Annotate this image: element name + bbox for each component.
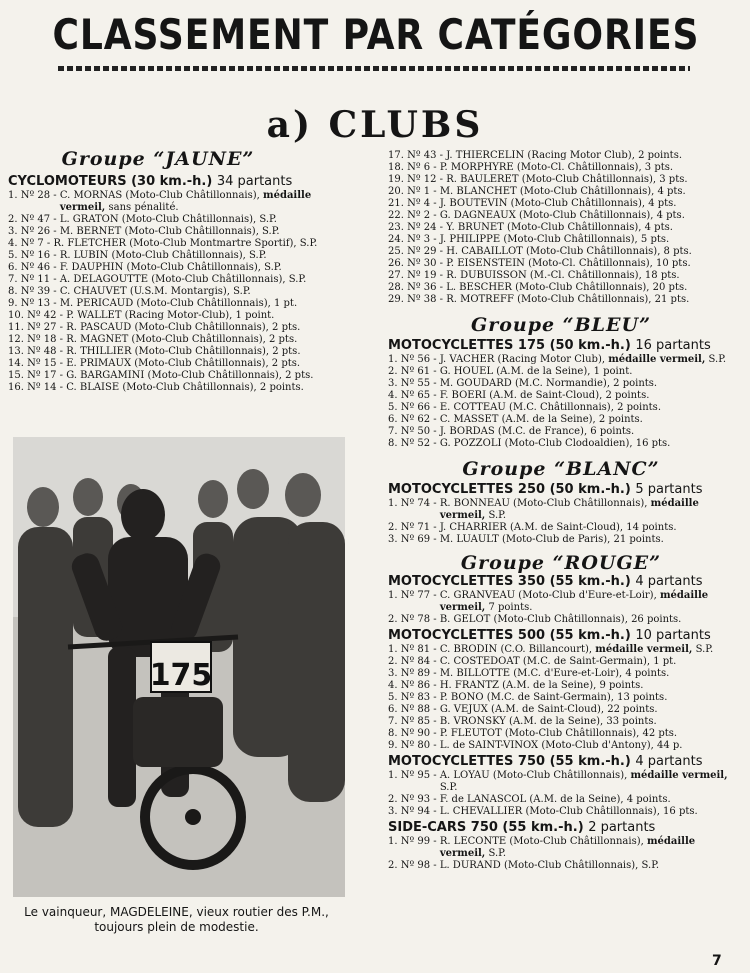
result-entry xyxy=(388,614,734,626)
entry-rank: 1. Nº 74 - xyxy=(388,498,440,509)
entry-rider: B. VRONSKY (A.M. de la Seine), 33 points. xyxy=(439,716,657,727)
entry-rider: P. EISENSTEIN (Moto-Cl. Châtillonnais), 10 pts. xyxy=(446,258,691,269)
entry-rank: 4. Nº 7 - xyxy=(8,238,54,249)
result-entry xyxy=(388,806,734,818)
entry-rider: C. MASSET (A.M. de la Seine), 2 points. xyxy=(439,414,643,425)
entry-rider: L. CHEVALLIER (Moto-Club Châtillonnais), 16 pts. xyxy=(439,806,698,817)
entry-rider: C. BLAISE (Moto-Club Châtillonnais), 2 points. xyxy=(66,382,304,393)
entry-penalty: sans pénalité. xyxy=(108,202,179,213)
entry-rank: 16. Nº 14 - xyxy=(8,382,67,393)
entry-penalty: 7 points. xyxy=(488,602,533,613)
result-entry xyxy=(8,226,355,238)
entry-rank: 2. Nº 93 - xyxy=(388,794,440,805)
entry-text xyxy=(440,806,734,818)
category-partants: 4 partants xyxy=(635,754,703,769)
entry-text xyxy=(440,644,734,656)
group-rouge-categories xyxy=(388,574,734,872)
entry-rank: 14. Nº 15 - xyxy=(8,358,67,369)
entry-text xyxy=(440,668,734,680)
entry-rider: M. GOUDARD (M.C. Normandie), 2 points. xyxy=(439,378,658,389)
left-column xyxy=(8,148,355,394)
entry-award: médaille vermeil, xyxy=(595,644,693,655)
result-entry xyxy=(388,234,734,246)
entry-text xyxy=(440,522,734,534)
category-motocyclettes-175 xyxy=(388,338,734,354)
category-title: CYCLOMOTEURS (30 km.-h.) xyxy=(8,174,213,189)
entry-rider: R. DUBUISSON (M.-Cl. Châtillonnais), 18 pts. xyxy=(446,270,680,281)
result-entry xyxy=(388,680,734,692)
entry-rank: 1. Nº 81 - xyxy=(388,644,440,655)
entry-rider: M. BLANCHET (Moto-Club Châtillonnais), 4 pts. xyxy=(439,186,686,197)
entry-rider: F. BOERI (A.M. de Saint-Cloud), 2 points. xyxy=(439,390,650,401)
entry-rank: 2. Nº 47 - xyxy=(8,214,60,225)
entry-rank: 8. Nº 90 - xyxy=(388,728,440,739)
result-entry xyxy=(388,402,734,414)
group-jaune-heading: Groupe “JAUNE” xyxy=(61,148,255,170)
result-entry xyxy=(388,162,734,174)
entry-rank: 11. Nº 27 - xyxy=(8,322,67,333)
entry-rider: R. THILLIER (Moto-Club Châtillonnais), 2 pts. xyxy=(66,346,301,357)
entry-rank: 18. Nº 6 - xyxy=(388,162,440,173)
entry-text xyxy=(440,162,734,174)
entry-rider: J. VACHER (Racing Motor Club), xyxy=(439,354,606,365)
entry-text xyxy=(440,860,734,872)
group-bleu-heading: Groupe “BLEU” xyxy=(470,314,652,336)
entry-rank: 5. Nº 16 - xyxy=(8,250,60,261)
entry-rank: 8. Nº 39 - xyxy=(8,286,60,297)
entry-rank: 21. Nº 4 - xyxy=(388,198,440,209)
result-entry xyxy=(8,382,355,394)
entry-rider: F. DAUPHIN (Moto-Club Châtillonnais), S.P. xyxy=(59,262,282,273)
entry-text xyxy=(66,382,355,394)
entry-rider: C. COSTEDOAT (M.C. de Saint-Germain), 1 pt. xyxy=(439,656,677,667)
result-entry xyxy=(8,370,355,382)
entry-text xyxy=(440,728,734,740)
result-entry xyxy=(388,294,734,306)
category-partants: 2 partants xyxy=(588,820,656,835)
entry-text xyxy=(446,258,734,270)
entry-rank: 7. Nº 85 - xyxy=(388,716,440,727)
entry-rider: M. BILLOTTE (M.C. d'Eure-et-Loir), 4 points. xyxy=(439,668,670,679)
entry-text xyxy=(66,322,355,334)
entry-rider: J. BORDAS (M.C. de France), 6 points. xyxy=(439,426,635,437)
entry-award: médaille vermeil, xyxy=(439,498,699,521)
entry-rider: R. MOTREFF (Moto-Club Châtillonnais), 21 pts. xyxy=(446,294,690,305)
entry-text xyxy=(440,198,734,210)
entry-rider: L. de SAINT-VINOX (Moto-Club d'Antony), 44 p. xyxy=(439,740,683,751)
entry-text xyxy=(440,534,734,546)
result-entry xyxy=(388,354,734,366)
entry-text xyxy=(440,378,734,390)
entry-rank: 7. Nº 11 - xyxy=(8,274,60,285)
entry-rank: 15. Nº 17 - xyxy=(8,370,67,381)
entry-text xyxy=(440,426,734,438)
entry-rider: Y. BRUNET (Moto-Club Châtillonnais), 4 pts. xyxy=(446,222,673,233)
entry-penalty: S.P. xyxy=(488,510,507,521)
entry-text xyxy=(66,346,355,358)
motorcycle-photo-illustration xyxy=(13,437,345,897)
result-entry xyxy=(388,534,734,546)
entry-rider: P. BONO (M.C. de Saint-Germain), 13 points. xyxy=(439,692,668,703)
result-entry xyxy=(388,366,734,378)
entry-rider: B. GELOT (Moto-Club Châtillonnais), 26 points. xyxy=(439,614,682,625)
entry-penalty: S.P. xyxy=(695,644,714,655)
entry-text xyxy=(440,692,734,704)
result-entry xyxy=(388,692,734,704)
result-entry xyxy=(388,836,734,860)
entry-rider: P. WALLET (Racing Motor-Club), 1 point. xyxy=(66,310,275,321)
entry-rider: G. VEJUX (A.M. de Saint-Cloud), 22 points. xyxy=(439,704,658,715)
entry-rank: 3. Nº 26 - xyxy=(8,226,60,237)
entry-text xyxy=(66,310,355,322)
entry-text xyxy=(60,262,355,274)
entry-award: médaille vermeil, xyxy=(630,770,728,781)
result-entry xyxy=(8,214,355,226)
entry-rank: 2. Nº 61 - xyxy=(388,366,440,377)
entry-rider: L. DURAND (Moto-Club Châtillonnais), S.P. xyxy=(439,860,660,871)
entry-award: médaille vermeil, xyxy=(439,590,709,613)
result-entry xyxy=(388,704,734,716)
entry-rider: E. PRIMAUX (Moto-Club Châtillonnais), 2 pts. xyxy=(66,358,301,369)
entry-rider: G. BARGAMINI (Moto-Club Châtillonnais), 2 pts. xyxy=(66,370,314,381)
entry-penalty: S.P. xyxy=(488,848,507,859)
result-entry xyxy=(8,190,355,214)
entry-rider: G. HOUEL (A.M. de la Seine), 1 point. xyxy=(439,366,633,377)
result-entry xyxy=(388,656,734,668)
entry-text xyxy=(60,226,355,238)
category-cyclomoteurs xyxy=(8,174,355,190)
motocyclettes-175-results xyxy=(388,354,734,450)
result-entry xyxy=(8,334,355,346)
entry-rank: 5. Nº 83 - xyxy=(388,692,440,703)
entry-text xyxy=(440,656,734,668)
category-header xyxy=(388,820,734,836)
entry-rank: 3. Nº 55 - xyxy=(388,378,440,389)
entry-text xyxy=(60,214,355,226)
entry-rank: 1. Nº 95 - xyxy=(388,770,440,781)
entry-rank: 29. Nº 38 - xyxy=(388,294,447,305)
entry-text xyxy=(53,238,355,250)
category-title: SIDE-CARS 750 (55 km.-h.) xyxy=(388,820,584,835)
entry-text xyxy=(440,414,734,426)
result-entry xyxy=(388,498,734,522)
entry-rank: 1. Nº 77 - xyxy=(388,590,440,601)
result-entry xyxy=(8,322,355,334)
entry-rider: L. GRATON (Moto-Club Châtillonnais), S.P. xyxy=(59,214,277,225)
entry-rank: 9. Nº 80 - xyxy=(388,740,440,751)
category-partants: 10 partants xyxy=(635,628,711,643)
title-divider xyxy=(58,66,690,71)
entry-award: médaille vermeil, xyxy=(59,190,312,213)
entry-rider: R. BONNEAU (Moto-Club Châtillonnais), xyxy=(439,498,648,509)
entry-rider: R. FLETCHER (Moto-Club Montmartre Sportif), S.P. xyxy=(53,238,318,249)
result-entry xyxy=(388,426,734,438)
cyclomoteurs-results-part1 xyxy=(8,190,355,394)
entry-text xyxy=(440,390,734,402)
entry-rank: 1. Nº 28 - xyxy=(8,190,60,201)
entry-text xyxy=(440,402,734,414)
result-entry xyxy=(388,590,734,614)
entry-rider: M. PERICAUD (Moto-Club Châtillonnais), 1 pt. xyxy=(59,298,298,309)
group-blanc-heading: Groupe “BLANC” xyxy=(462,458,660,480)
entry-rider: J. CHARRIER (A.M. de Saint-Cloud), 14 points. xyxy=(439,522,677,533)
entry-rider: J. BOUTEVIN (Moto-Club Châtillonnais), 4 pts. xyxy=(439,198,677,209)
entry-rank: 26. Nº 30 - xyxy=(388,258,447,269)
entry-rider: R. LECONTE (Moto-Club Châtillonnais), xyxy=(439,836,644,847)
entry-rider: G. DAGNEAUX (Moto-Club Châtillonnais), 4 pts. xyxy=(439,210,685,221)
entry-text xyxy=(440,794,734,806)
result-entry xyxy=(8,298,355,310)
entry-rank: 2. Nº 98 - xyxy=(388,860,440,871)
entry-text xyxy=(440,590,734,614)
entry-text xyxy=(66,334,355,346)
category-partants: 34 partants xyxy=(216,174,293,189)
category-results xyxy=(388,770,734,818)
result-entry xyxy=(388,860,734,872)
result-entry xyxy=(388,794,734,806)
result-entry xyxy=(388,270,734,282)
result-entry xyxy=(388,150,734,162)
entry-text xyxy=(440,438,734,450)
result-entry xyxy=(8,358,355,370)
result-entry xyxy=(8,238,355,250)
category-header xyxy=(388,574,734,590)
entry-text xyxy=(440,234,734,246)
entry-rider: H. FRANTZ (A.M. de la Seine), 9 points. xyxy=(439,680,644,691)
entry-text xyxy=(446,222,734,234)
result-entry xyxy=(388,740,734,752)
entry-rank: 27. Nº 19 - xyxy=(388,270,447,281)
entry-rider: H. CABAILLOT (Moto-Club Châtillonnais), 8 pts. xyxy=(446,246,692,257)
category-results xyxy=(388,644,734,752)
entry-text xyxy=(440,704,734,716)
result-entry xyxy=(388,668,734,680)
entry-penalty: S.P. xyxy=(439,782,458,793)
result-entry xyxy=(388,770,734,794)
entry-rider: L. BESCHER (Moto-Club Châtillonnais), 20 pts. xyxy=(446,282,688,293)
entry-rank: 28. Nº 36 - xyxy=(388,282,447,293)
entry-rank: 7. Nº 50 - xyxy=(388,426,440,437)
entry-rank: 6. Nº 88 - xyxy=(388,704,440,715)
result-entry xyxy=(388,210,734,222)
entry-text xyxy=(60,190,355,214)
entry-rank: 13. Nº 48 - xyxy=(8,346,67,357)
page-number: 7 xyxy=(712,953,722,969)
entry-text xyxy=(446,174,734,186)
entry-award: médaille vermeil, xyxy=(608,354,706,365)
entry-rider: C. CHAUVET (U.S.M. Montargis), S.P. xyxy=(59,286,251,297)
entry-text xyxy=(440,354,734,366)
entry-text xyxy=(60,298,355,310)
entry-text xyxy=(440,498,734,522)
plate-number: 175 xyxy=(149,658,213,693)
entry-rank: 9. Nº 13 - xyxy=(8,298,60,309)
category-motocyclettes-250 xyxy=(388,482,734,498)
entry-rider: R. MAGNET (Moto-Club Châtillonnais), 2 pts. xyxy=(66,334,298,345)
entry-rank: 5. Nº 66 - xyxy=(388,402,440,413)
entry-rider: P. MORPHYRE (Moto-Cl. Châtillonnais), 3 pts. xyxy=(439,162,674,173)
entry-text xyxy=(440,186,734,198)
category-title: MOTOCYCLETTES 750 (55 km.-h.) xyxy=(388,754,631,769)
result-entry xyxy=(388,174,734,186)
entry-text xyxy=(446,150,734,162)
result-entry xyxy=(388,378,734,390)
category-title: MOTOCYCLETTES 500 (55 km.-h.) xyxy=(388,628,631,643)
entry-text xyxy=(66,358,355,370)
entry-rank: 12. Nº 18 - xyxy=(8,334,67,345)
entry-rank: 19. Nº 12 - xyxy=(388,174,447,185)
entry-rider: M. LUAULT (Moto-Club de Paris), 21 points. xyxy=(439,534,664,545)
category-results xyxy=(388,836,734,872)
result-entry xyxy=(8,250,355,262)
entry-rank: 3. Nº 69 - xyxy=(388,534,440,545)
entry-penalty: S.P. xyxy=(708,354,727,365)
photo-caption: Le vainqueur, MAGDELEINE, vieux routier des P.M., toujours plein de modestie. xyxy=(24,905,329,934)
result-entry xyxy=(388,390,734,402)
category-results xyxy=(388,590,734,626)
entry-rider: E. COTTEAU (M.C. Châtillonnais), 2 points. xyxy=(439,402,661,413)
category-partants: 16 partants xyxy=(635,338,711,353)
entry-rank: 4. Nº 86 - xyxy=(388,680,440,691)
result-entry xyxy=(388,438,734,450)
entry-rank: 2. Nº 78 - xyxy=(388,614,440,625)
entry-rider: R. BAULERET (Moto-Club Châtillonnais), 3 pts. xyxy=(446,174,688,185)
entry-rider: M. BERNET (Moto-Club Châtillonnais), S.P. xyxy=(59,226,280,237)
entry-rank: 23. Nº 24 - xyxy=(388,222,447,233)
category-title: MOTOCYCLETTES 250 (50 km.-h.) xyxy=(388,482,631,497)
category-header xyxy=(388,754,734,770)
result-entry xyxy=(388,522,734,534)
entry-rank: 24. Nº 3 - xyxy=(388,234,440,245)
entry-rider: R. LUBIN (Moto-Club Châtillonnais), S.P. xyxy=(59,250,267,261)
entry-rank: 1. Nº 99 - xyxy=(388,836,440,847)
entry-rank: 2. Nº 71 - xyxy=(388,522,440,533)
entry-rank: 6. Nº 46 - xyxy=(8,262,60,273)
right-column xyxy=(388,150,734,872)
entry-rider: J. PHILIPPE (Moto-Club Châtillonnais), 5 pts. xyxy=(439,234,670,245)
entry-rank: 20. Nº 1 - xyxy=(388,186,440,197)
cyclomoteurs-results-part2 xyxy=(388,150,734,306)
entry-text xyxy=(440,210,734,222)
entry-rider: J. THIERCELIN (Racing Motor Club), 2 points. xyxy=(446,150,682,161)
entry-rider: A. DELAGOUTTE (Moto-Club Châtillonnais), S.P. xyxy=(59,274,307,285)
entry-rider: C. GRANVEAU (Moto-Club d'Eure-et-Loir), xyxy=(439,590,657,601)
result-entry xyxy=(388,222,734,234)
entry-text xyxy=(440,836,734,860)
entry-text xyxy=(446,282,734,294)
group-rouge-heading: Groupe “ROUGE” xyxy=(460,552,662,574)
entry-rider: C. BRODIN (C.O. Billancourt), xyxy=(439,644,593,655)
entry-rank: 1. Nº 56 - xyxy=(388,354,440,365)
entry-rank: 8. Nº 52 - xyxy=(388,438,440,449)
entry-text xyxy=(440,770,734,794)
photo-winner xyxy=(13,437,345,897)
entry-text xyxy=(440,716,734,728)
category-header xyxy=(388,628,734,644)
entry-award: médaille vermeil, xyxy=(439,836,696,859)
result-entry xyxy=(388,716,734,728)
result-entry xyxy=(388,246,734,258)
entry-text xyxy=(440,366,734,378)
entry-text xyxy=(440,614,734,626)
entry-rank: 4. Nº 65 - xyxy=(388,390,440,401)
category-title: MOTOCYCLETTES 350 (55 km.-h.) xyxy=(388,574,631,589)
entry-rank: 3. Nº 89 - xyxy=(388,668,440,679)
entry-rider: C. MORNAS (Moto-Club Châtillonnais), xyxy=(59,190,260,201)
entry-text xyxy=(446,294,734,306)
entry-rider: G. POZZOLI (Moto-Club Clodoaldien), 16 pts. xyxy=(439,438,671,449)
entry-text xyxy=(440,740,734,752)
result-entry xyxy=(388,282,734,294)
result-entry xyxy=(8,346,355,358)
entry-rank: 6. Nº 62 - xyxy=(388,414,440,425)
entry-text xyxy=(60,286,355,298)
motocyclettes-250-results xyxy=(388,498,734,546)
entry-text xyxy=(446,246,734,258)
category-partants: 4 partants xyxy=(635,574,703,589)
page-title: CLASSEMENT PAR CATÉGORIES xyxy=(52,10,700,59)
result-entry xyxy=(388,186,734,198)
result-entry xyxy=(8,286,355,298)
result-entry xyxy=(388,258,734,270)
result-entry xyxy=(388,728,734,740)
result-entry xyxy=(8,262,355,274)
entry-rank: 25. Nº 29 - xyxy=(388,246,447,257)
entry-rider: P. FLEUTOT (Moto-Club Châtillonnais), 42 pts. xyxy=(439,728,678,739)
entry-text xyxy=(446,270,734,282)
category-title: MOTOCYCLETTES 175 (50 km.-h.) xyxy=(388,338,631,353)
entry-text xyxy=(60,250,355,262)
entry-rank: 17. Nº 43 - xyxy=(388,150,447,161)
result-entry xyxy=(388,414,734,426)
entry-text xyxy=(60,274,355,286)
entry-rider: R. PASCAUD (Moto-Club Châtillonnais), 2 pts. xyxy=(66,322,301,333)
result-entry xyxy=(388,198,734,210)
entry-rider: A. LOYAU (Moto-Club Châtillonnais), xyxy=(439,770,628,781)
entry-rank: 3. Nº 94 - xyxy=(388,806,440,817)
entry-rider: F. de LANASCOL (A.M. de la Seine), 4 points. xyxy=(439,794,671,805)
entry-text xyxy=(440,680,734,692)
entry-rank: 10. Nº 42 - xyxy=(8,310,67,321)
entry-rank: 2. Nº 84 - xyxy=(388,656,440,667)
result-entry xyxy=(8,310,355,322)
result-entry xyxy=(388,644,734,656)
category-partants: 5 partants xyxy=(635,482,703,497)
result-entry xyxy=(8,274,355,286)
section-heading: a) CLUBS xyxy=(266,104,484,146)
entry-text xyxy=(66,370,355,382)
entry-rank: 22. Nº 2 - xyxy=(388,210,440,221)
